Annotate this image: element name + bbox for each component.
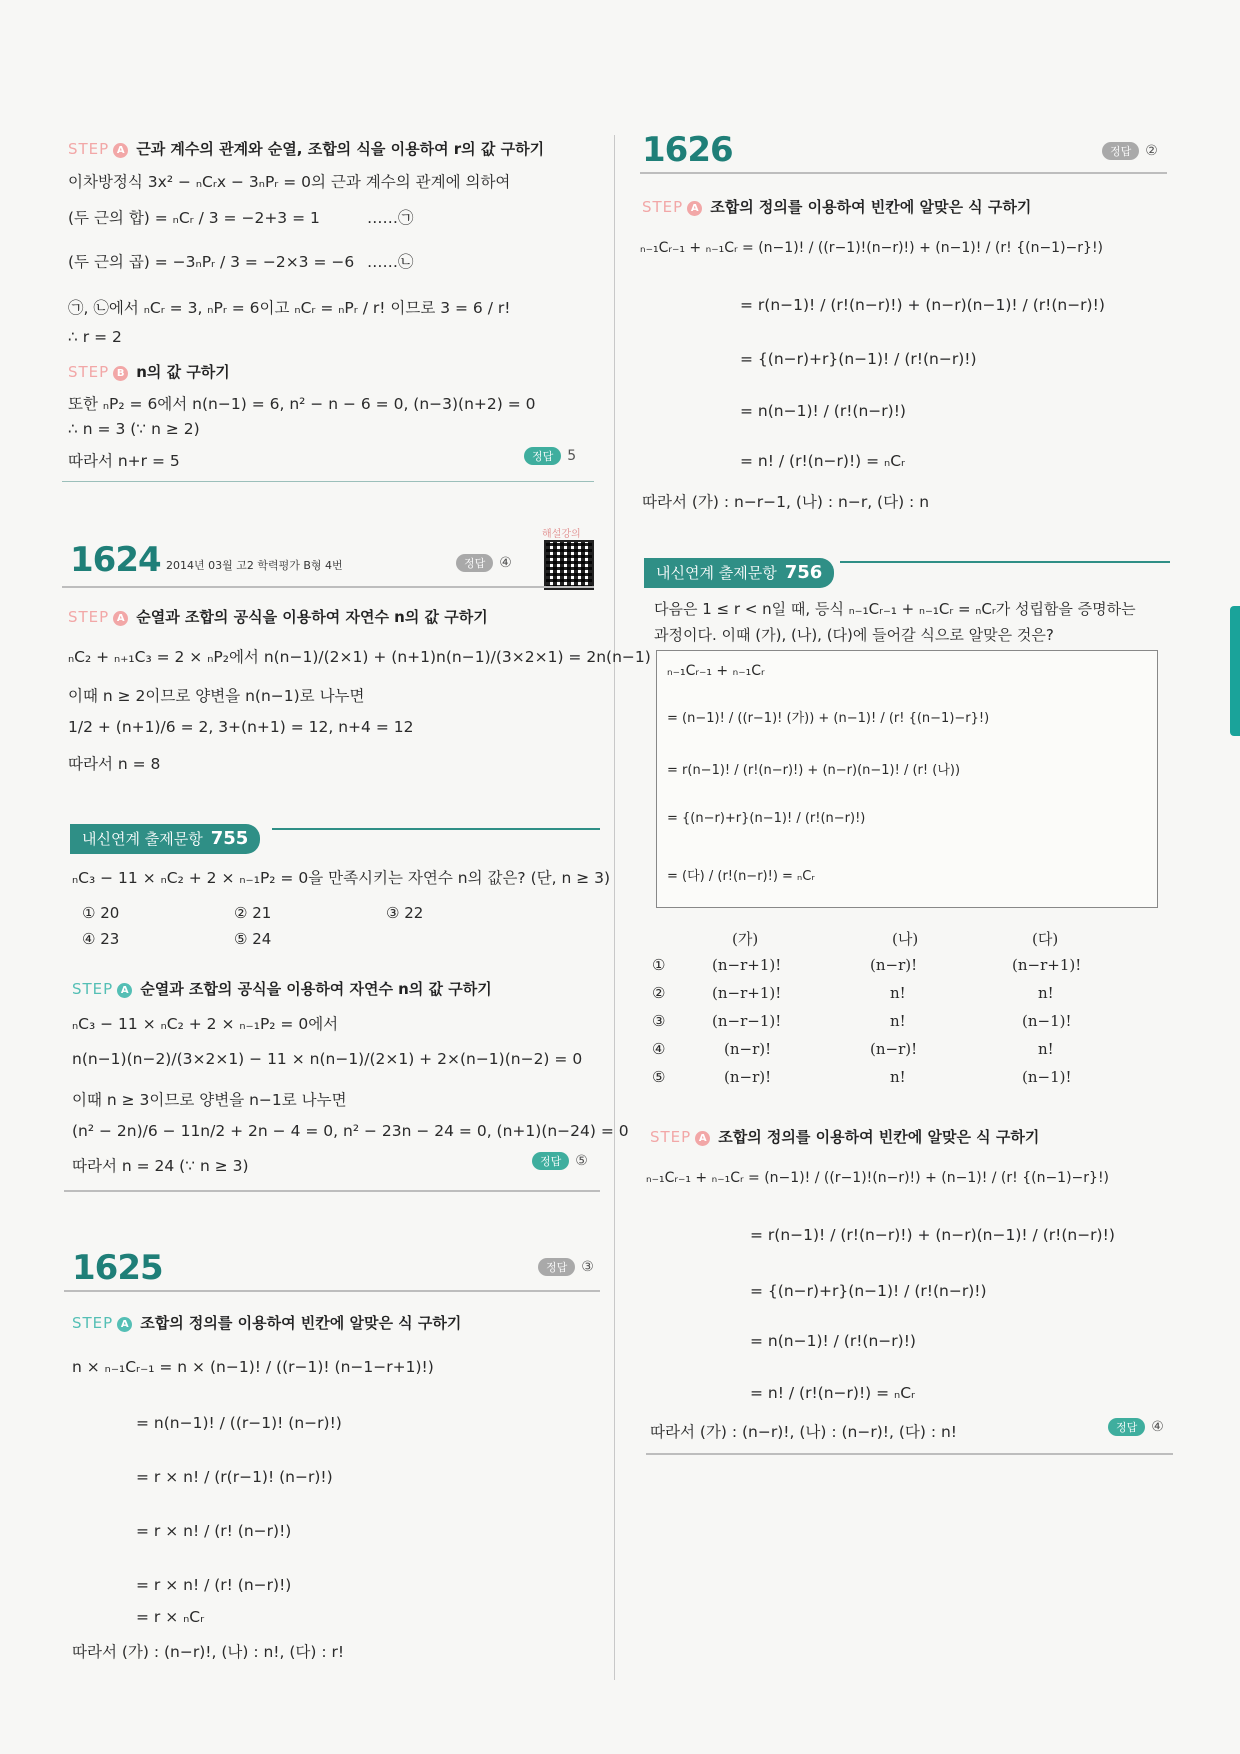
- solution-line: = r × n! / (r! (n−r)!): [136, 1576, 292, 1594]
- section-rule: [62, 586, 594, 588]
- header-rule: [840, 561, 1170, 563]
- step-a-heading: STEP A 근과 계수의 관계와 순열, 조합의 식을 이용하여 r의 값 구하기: [68, 140, 545, 158]
- step-a-heading: STEP A 순열과 조합의 공식을 이용하여 자연수 n의 값 구하기: [68, 608, 488, 626]
- column-divider: [614, 135, 615, 1680]
- solution-line: 1/2 + (n+1)/6 = 2, 3+(n+1) = 12, n+4 = 12: [68, 718, 414, 736]
- option-number[interactable]: ③: [652, 1012, 666, 1030]
- solution-line: 이때 n ≥ 3이므로 양변을 n−1로 나누면: [72, 1091, 347, 1109]
- solution-line: = n! / (r!(n−r)!) = ₙCᵣ: [740, 452, 906, 470]
- table-cell: (n−1)!: [1022, 1012, 1072, 1030]
- solution-line: = r(n−1)! / (r!(n−r)!) + (n−r)(n−1)! / (r!(n−r)!): [750, 1226, 1115, 1244]
- problem-number: 1626: [642, 130, 733, 170]
- solution-line: (두 근의 합) = ₙCᵣ / 3 = −2+3 = 1: [68, 209, 320, 227]
- proof-line: = (n−1)! / ((r−1)! (가)) + (n−1)! / (r! {(n−1)−r}!): [667, 711, 990, 726]
- proof-box: [656, 650, 1158, 908]
- answer-badge: 정답 ⑤: [532, 1152, 588, 1170]
- solution-line: ∴ r = 2: [68, 328, 122, 346]
- table-cell: n!: [890, 1012, 906, 1030]
- table-cell: (n−r+1)!: [712, 956, 782, 974]
- option-2[interactable]: ② 21: [234, 904, 272, 922]
- solution-line: ㉠, ㉡에서 ₙCᵣ = 3, ₙPᵣ = 6이고 ₙCᵣ = ₙPᵣ / r! 이므로 3 = 6 / r!: [68, 299, 511, 317]
- section-rule: [62, 481, 594, 482]
- answer-badge: 정답 ②: [1102, 142, 1158, 160]
- proof-line: = (다) / (r!(n−r)!) = ₙCᵣ: [667, 869, 815, 884]
- problem-source: 2014년 03월 고2 학력평가 B형 4번: [166, 559, 343, 572]
- option-number[interactable]: ④: [652, 1040, 666, 1058]
- step-a-heading: STEP A 조합의 정의를 이용하여 빈칸에 알맞은 식 구하기: [642, 198, 1032, 216]
- solution-line: = n(n−1)! / (r!(n−r)!): [740, 402, 906, 420]
- option-1[interactable]: ① 20: [82, 904, 120, 922]
- solution-line: 이때 n ≥ 2이므로 양변을 n(n−1)로 나누면: [68, 687, 365, 705]
- table-header: (나): [892, 930, 919, 948]
- solution-line: = r × ₙCᵣ: [136, 1608, 205, 1626]
- section-rule: [64, 1190, 600, 1192]
- solution-line: = {(n−r)+r}(n−1)! / (r!(n−r)!): [740, 350, 977, 368]
- table-cell: n!: [1038, 984, 1054, 1002]
- question-text: 과정이다. 이때 (가), (나), (다)에 들어갈 식으로 알맞은 것은?: [654, 626, 1054, 644]
- proof-line: = r(n−1)! / (r!(n−r)!) + (n−r)(n−1)! / (r! (나)): [667, 763, 961, 778]
- solution-line: ∴ n = 3 (∵ n ≥ 2): [68, 420, 200, 438]
- table-cell: (n−r)!: [724, 1040, 772, 1058]
- conclusion-line: 따라서 (가) : n−r−1, (나) : n−r, (다) : n: [642, 493, 930, 511]
- table-cell: (n−r)!: [724, 1068, 772, 1086]
- equation-mark: ……㉠: [367, 209, 414, 227]
- solution-line: ₙ₋₁Cᵣ₋₁ + ₙ₋₁Cᵣ = (n−1)! / ((r−1)!(n−r)!) + (n−1)! / (r! {(n−1)−r}!): [640, 240, 1104, 256]
- proof-line: = {(n−r)+r}(n−1)! / (r!(n−r)!): [667, 811, 866, 826]
- solution-line: 따라서 n+r = 5: [68, 452, 180, 470]
- table-cell: (n−1)!: [1022, 1068, 1072, 1086]
- table-cell: (n−r+1)!: [712, 984, 782, 1002]
- answer-badge: 정답 ④: [456, 554, 512, 572]
- chapter-tab: [1230, 606, 1240, 736]
- qr-code[interactable]: [544, 540, 594, 590]
- table-header: (가): [732, 930, 759, 948]
- solution-line: 따라서 n = 8: [68, 755, 161, 773]
- step-a-heading: STEP A 순열과 조합의 공식을 이용하여 자연수 n의 값 구하기: [72, 980, 492, 998]
- table-cell: n!: [890, 984, 906, 1002]
- problem-number: 1624: [70, 540, 161, 580]
- solution-line: = r(n−1)! / (r!(n−r)!) + (n−r)(n−1)! / (r!(n−r)!): [740, 296, 1105, 314]
- solution-line: = r × n! / (r! (n−r)!): [136, 1522, 292, 1540]
- option-number[interactable]: ②: [652, 984, 666, 1002]
- solution-line: = r × n! / (r(r−1)! (n−r)!): [136, 1468, 333, 1486]
- option-4[interactable]: ④ 23: [82, 930, 120, 948]
- question-text: ₙC₃ − 11 × ₙC₂ + 2 × ₙ₋₁P₂ = 0을 만족시키는 자연수 n의 값은? (단, n ≥ 3): [72, 869, 611, 887]
- table-cell: (n−r−1)!: [712, 1012, 782, 1030]
- problem-number: 1625: [72, 1248, 163, 1288]
- section-rule: [640, 172, 1167, 174]
- table-cell: (n−r+1)!: [1012, 956, 1082, 974]
- answer-badge: 정답 ③: [538, 1258, 594, 1276]
- choice-table: [652, 928, 1152, 1088]
- solution-line: = n(n−1)! / ((r−1)! (n−r)!): [136, 1414, 342, 1432]
- answer-badge: 정답 ④: [1108, 1418, 1164, 1436]
- step-a-heading: STEP A 조합의 정의를 이용하여 빈칸에 알맞은 식 구하기: [72, 1314, 462, 1332]
- solution-line: = n(n−1)! / (r!(n−r)!): [750, 1332, 916, 1350]
- solution-line: = {(n−r)+r}(n−1)! / (r!(n−r)!): [750, 1282, 987, 1300]
- option-number[interactable]: ⑤: [652, 1068, 666, 1086]
- linked-problem-header: 내신연계 출제문항 755: [70, 824, 260, 854]
- table-cell: n!: [1038, 1040, 1054, 1058]
- table-cell: (n−r)!: [870, 1040, 918, 1058]
- solution-line: = n! / (r!(n−r)!) = ₙCᵣ: [750, 1384, 916, 1402]
- step-a-heading: STEP A 조합의 정의를 이용하여 빈칸에 알맞은 식 구하기: [650, 1128, 1040, 1146]
- table-cell: (n−r)!: [870, 956, 918, 974]
- option-3[interactable]: ③ 22: [386, 904, 424, 922]
- solution-line: 이차방정식 3x² − ₙCᵣx − 3ₙPᵣ = 0의 근과 계수의 관계에 의하여: [68, 173, 511, 191]
- solution-line: n × ₙ₋₁Cᵣ₋₁ = n × (n−1)! / ((r−1)! (n−1−r+1)!): [72, 1358, 434, 1376]
- solution-line: (n² − 2n)/6 − 11n/2 + 2n − 4 = 0, n² − 23n − 24 = 0, (n+1)(n−24) = 0: [72, 1122, 629, 1140]
- solution-line: ₙ₋₁Cᵣ₋₁ + ₙ₋₁Cᵣ = (n−1)! / ((r−1)!(n−r)!) + (n−1)! / (r! {(n−1)−r}!): [646, 1170, 1110, 1186]
- conclusion-line: 따라서 (가) : (n−r)!, (나) : n!, (다) : r!: [72, 1643, 345, 1661]
- proof-line: ₙ₋₁Cᵣ₋₁ + ₙ₋₁Cᵣ: [667, 663, 765, 679]
- option-5[interactable]: ⑤ 24: [234, 930, 272, 948]
- solution-line: n(n−1)(n−2)/(3×2×1) − 11 × n(n−1)/(2×1) + 2×(n−1)(n−2) = 0: [72, 1050, 583, 1068]
- header-rule: [272, 828, 600, 830]
- section-rule: [64, 1290, 600, 1292]
- equation-mark: ……㉡: [367, 253, 414, 271]
- solution-line: ₙC₃ − 11 × ₙC₂ + 2 × ₙ₋₁P₂ = 0에서: [72, 1015, 339, 1033]
- section-rule: [646, 1453, 1173, 1455]
- table-cell: n!: [890, 1068, 906, 1086]
- solution-line: ₙC₂ + ₙ₊₁C₃ = 2 × ₙP₂에서 n(n−1)/(2×1) + (n+1)n(n−1)/(3×2×1) = 2n(n−1): [68, 648, 651, 666]
- step-b-heading: STEP B n의 값 구하기: [68, 363, 230, 381]
- solution-line: 따라서 n = 24 (∵ n ≥ 3): [72, 1157, 249, 1175]
- linked-problem-header: 내신연계 출제문항 756: [644, 558, 834, 588]
- question-text: 다음은 1 ≤ r < n일 때, 등식 ₙ₋₁Cᵣ₋₁ + ₙ₋₁Cᵣ = ₙCᵣ가 성립함을 증명하는: [654, 600, 1136, 618]
- table-header: (다): [1032, 930, 1059, 948]
- qr-caption: 해설강의: [542, 529, 581, 540]
- answer-badge: 정답 5: [524, 447, 576, 465]
- solution-line: 또한 ₙP₂ = 6에서 n(n−1) = 6, n² − n − 6 = 0, (n−3)(n+2) = 0: [68, 395, 536, 413]
- solution-line: (두 근의 곱) = −3ₙPᵣ / 3 = −2×3 = −6: [68, 253, 355, 271]
- conclusion-line: 따라서 (가) : (n−r)!, (나) : (n−r)!, (다) : n!: [650, 1423, 958, 1441]
- option-number[interactable]: ①: [652, 956, 666, 974]
